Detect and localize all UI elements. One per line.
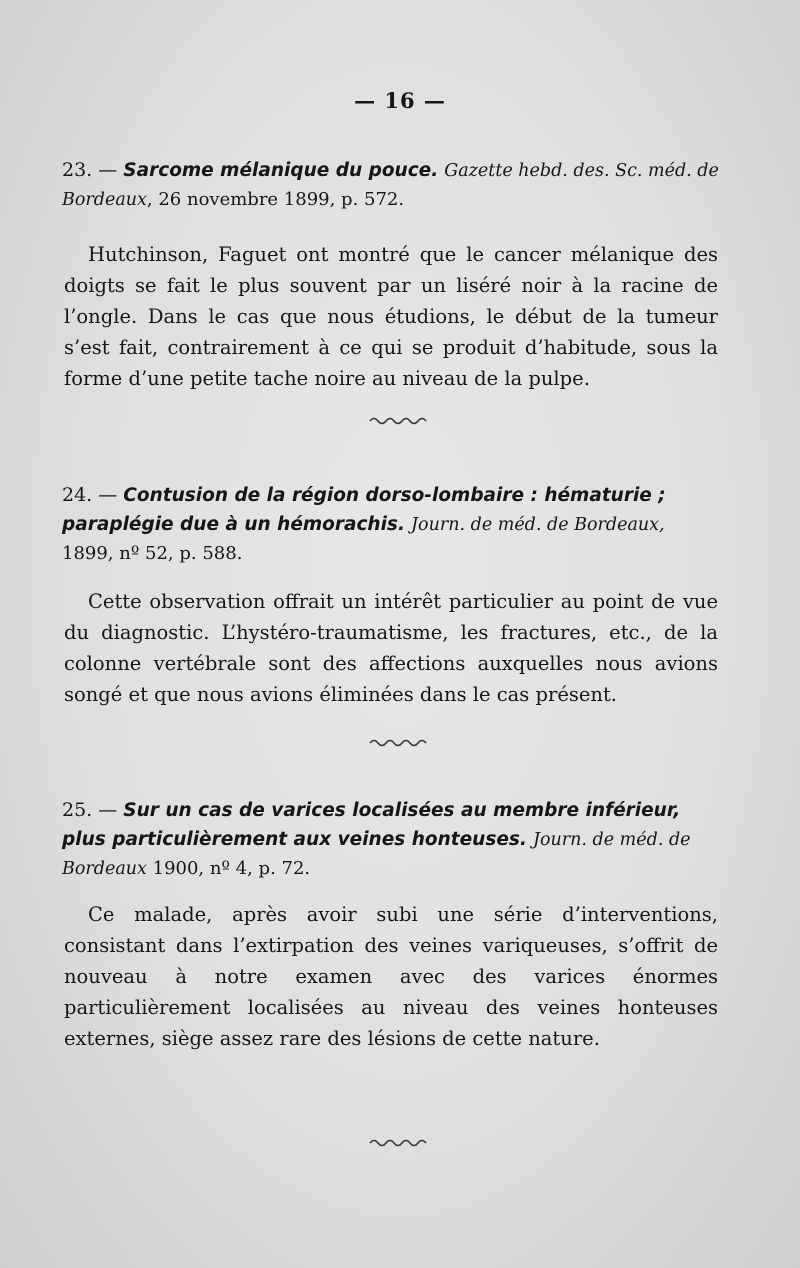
entry-title: Sur un cas de varices localisées au membre inférieur, plus particulièrement aux veines honteuses. — [62, 800, 681, 850]
entry-number: 24. — — [62, 484, 124, 506]
entry-paragraph-24: Cette observation offrait un intérêt particulier au point de vue du diagnostic. L’hystéro-traumatisme, les fractures, etc., de la colonne vertébrale sont des affections auxquelles nous avions songé et que nous avions éliminées dans le cas présent. — [64, 590, 718, 706]
entry-heading-23 — [62, 156, 722, 214]
ornament-divider — [0, 1134, 800, 1153]
entry-title: Contusion de la région dorso-lombaire : hématurie ; paraplégie due à un hémorachis. — [62, 485, 666, 535]
page-number: — 16 — — [354, 88, 446, 113]
entry-citation: , 26 novembre 1899, p. 572. — [146, 189, 405, 210]
entry-heading-25 — [62, 796, 722, 883]
ornament-divider — [0, 734, 800, 753]
entry-source: Gazette hebd. des. Sc. méd. de Bordeaux — [62, 161, 719, 210]
entry-heading-24 — [62, 481, 722, 568]
entry-citation: 1899, nº 52, p. 588. — [62, 543, 243, 564]
entry-source: Journ. de méd. de Bordeaux, — [411, 515, 665, 535]
entry-citation: 1900, nº 4, p. 72. — [146, 858, 311, 879]
entry-paragraph-23: Hutchinson, Faguet ont montré que le cancer mélanique des doigts se fait le plus souvent par un liséré noir à la racine de l’ongle. Dans le cas que nous étudions, le début de la tumeur s’est fait, contrairement à ce qui se produit d’habitude, sous la forme d’une petite tache noire au niveau de la pulpe. — [64, 243, 718, 390]
ornament-divider — [0, 412, 800, 431]
entry-number: 23. — — [62, 159, 124, 181]
entry-title: Sarcome mélanique du pouce. — [123, 160, 439, 181]
entry-paragraph-25: Ce malade, après avoir subi une série d’interventions, consistant dans l’extirpation des veines variqueuses, s’offrit de nouveau à notre examen avec des varices énormes particulièrement localisées au niveau des veines honteuses externes, siège assez rare des lésions de cette nature. — [64, 903, 718, 1050]
entry-number: 25. — — [62, 799, 124, 821]
entry-source: Journ. de méd. de Bordeaux — [62, 830, 691, 879]
